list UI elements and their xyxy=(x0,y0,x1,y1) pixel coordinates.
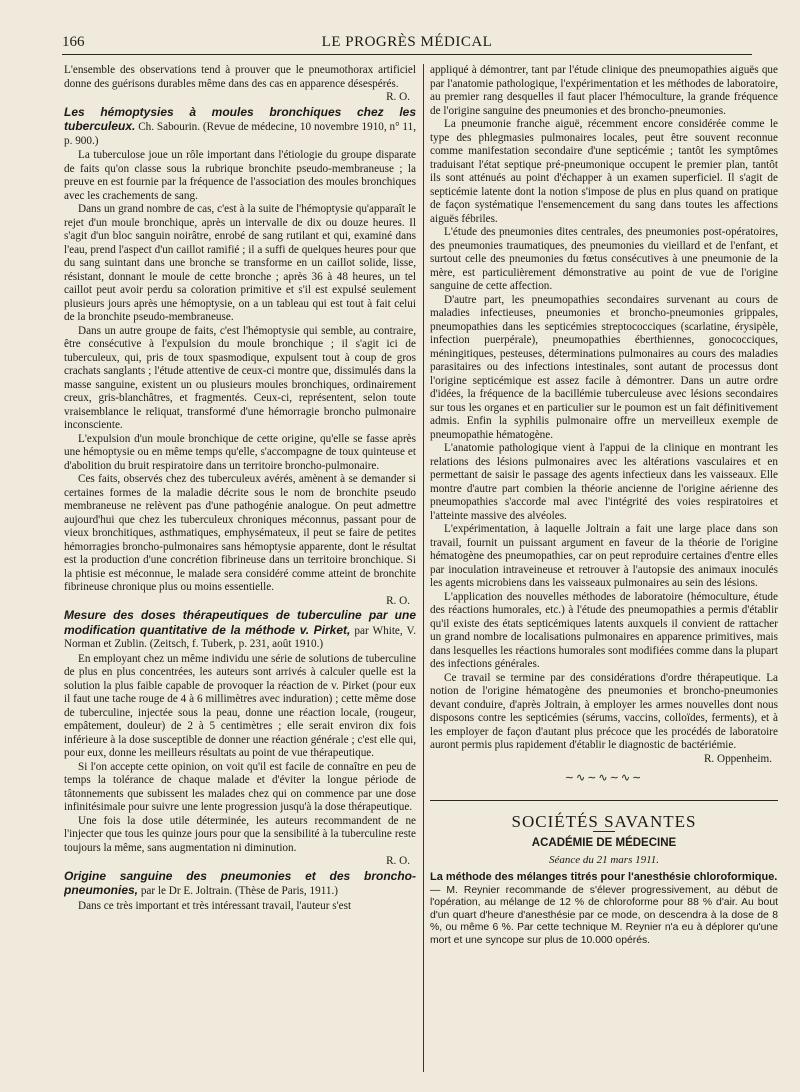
societes-section xyxy=(430,800,778,948)
paragraph: La tuberculose joue un rôle important dans l'étiologie du groupe disparate de faits qu'on classe sous la rubrique bronchite pseudo-membraneuse ; la preuve en est fournie par la fréquence de l'association des moules bronchiques avec les crachements de sang. xyxy=(64,149,416,202)
paragraph: L'anatomie pathologique vient à l'appui de la clinique en montrant les relations des lésions pulmonaires avec les altérations vasculaires et en permettant de saisir le passage des agents infectieux dans les vaisseaux. Elle montre d'autre part combien la théorie ancienne de l'origine aérienne des pneumopathies s'accorde mal avec l'intégrité des voies respiratoires et l'atteinte massive des alvéoles. xyxy=(430,442,778,522)
ornament-divider: ∼∿∼∿∼∿∼ xyxy=(564,772,644,784)
paragraph: L'ensemble des observations tend à prouver que le pneumothorax artificiel donne des guérisons durables même dans des cas en apparence désespérés. xyxy=(64,64,416,90)
paragraph: Ces faits, observés chez des tuberculeux avérés, amènent à se demander si certaines formes de la maladie décrite sous le nom de bronchite pseudo membraneuse ne relèvent pas d'une pathogénie analogue. On peut admettre aujourd'hui que chez les tuberculeux chroniques méconnus, passant pour de vieux bronchitiques, asthmatiques, emphysémateux, il peut se faire de petites hémorragies broncho-pulmonaires sans hémoptysie apparente, dont le résultat est la production d'une concrétion fibrineuse dans un territoire bronchique. Si la phtisie est méconnue, le malade sera considéré comme atteint de bronchite fibrineuse chronique plus ou moins essentielle. xyxy=(64,473,416,593)
paragraph: L'étude des pneumonies dites centrales, des pneumonies post-opératoires, des pneumonies traumatiques, des pneumonies du vieillard et de l'enfant, et surtout celle des pneumonies du fœtus consécutives à une pneumonie de la mère, est particulièrement démonstrative au point de vue de l'origine sanguine de cette affection. xyxy=(430,226,778,292)
paragraph: appliqué à démontrer, tant par l'étude clinique des pneumopathies aiguës que par l'anatomie pathologique, l'expérimentation et les méthodes de laboratoire, au premier rang desquelles il faut placer l'hémoculture, la grande fréquence de l'origine sanguine des pneumonies et des broncho-pneumonies. xyxy=(430,64,778,117)
academie-title: ACADÉMIE DE MÉDECINE xyxy=(531,837,677,849)
article-reference: par White, V. Norman et Zublin. (Zeitsch, f. Tuberk, p. 231, août 1910.) xyxy=(64,624,416,650)
paragraph: En employant chez un même individu une série de solutions de tuberculine de plus en plus concentrées, les auteurs sont arrivés à calculer quelle est la solution la plus faible capable de provoquer la réaction de v. Pirket (pour eux il faut une tache rouge de 4 à 6 millimètres avec induration) ; cette même dose de tuberculine, injectée sous la peau, donne une réaction locale, (rougeur, empâtement, douleur) de 2 à 5 centimètres ; elle serait environ dix fois inférieure à la dose susceptible de donner une réaction générale ; c'est elle qui, pour eux, donne les meilleurs résultats au point de vue thérapeutique. xyxy=(64,652,416,759)
paragraph: Dans un autre groupe de faits, c'est l'hémoptysie qui semble, au contraire, être consécutive à l'expulsion du moule bronchique ; il s'agit ici de tuberculeux, qui, pris de toux spasmodique, expulsent tout à coup de gros crachats sanglants ; l'étude attentive de ceux-ci montre que, dissimulés dans la masse sanguine, existent un ou plusieurs moules bronchiques, ordinairement creux, gris-blanchâtres, et fragmentés. Ceux-ci, représentent, selon toute vraisemblance le reliquat, transformé d'une hémorragie broncho pulmonaire inconsciente. xyxy=(64,324,416,431)
article-heading xyxy=(64,870,416,899)
article-title: Les hémoptysies à moules bronchiques chez les tuberculeux. xyxy=(64,104,416,133)
communication-heading: La méthode des mélanges titrés pour l'anesthésie chloroformique. xyxy=(430,871,778,883)
article-title: Mesure des doses thérapeutiques de tuberculine par une modification quantitative de la méthode v. Pirket, xyxy=(64,608,416,637)
paragraph: — M. Reynier recommande de s'élever progressivement, au début de l'opération, au mélange de 12 % de chloroforme pour 88 % d'air. Au bout d'un quart d'heure d'anesthésie par ce mode, on descendra à la dose de 8 %, ou même 6 %. Par cette technique M. Reynier n'a eu à déplorer qu'une mort et une syncope sur plus de 10.000 opérés. xyxy=(430,884,778,946)
title-rule xyxy=(593,831,615,832)
page-number: 166 xyxy=(62,34,85,50)
right-column xyxy=(430,64,778,1074)
section-title: SOCIÉTÉS SAVANTES xyxy=(511,811,697,831)
paragraph: La pneumonie franche aiguë, récemment encore considérée comme le type des phlegmasies pulmonaires locales, peut être souvent reconnue comme manifestation secondaire d'une septicémie ; tantôt les symptômes traduisant l'état septique pré-pneumonique occupent le premier plan, tantôt ils sont atténués au point d'échapper à un examen superficiel. Il s'agit de septicémie latente dont la notion s'impose de plus en plus quand on pratique de façon systématique l'ensemencement du sang dans toutes les affections aiguës fébriles. xyxy=(430,118,778,225)
article-heading xyxy=(64,609,416,652)
author-initials: R. O. xyxy=(386,91,410,103)
seance-date: Séance du 21 mars 1911. xyxy=(548,853,660,866)
article-heading xyxy=(64,106,416,149)
journal-title: LE PROGRÈS MÉDICAL xyxy=(321,34,493,50)
paragraph: D'autre part, les pneumopathies secondaires survenant au cours de maladies infectieuses, pneumonies et broncho-pneumonies grippales, pneumopathies dans les septicémies streptococciques (scarlatine, érysipèle, infection puerpérale), pneumopathies éberthiennes, gonococciques, méningitiques, pesteuses, déterminations pulmonaires au cours des maladies parasitaires ou des infections intestinales, sont autant de processus dont l'origine septicémique est assez facile à démontrer. Dans un autre ordre d'idées, la fréquence de la bacillémie tuberculeuse avec lésions secondaires sur tous les organes et en particulier sur le poumon est un fait définitivement admis. Enfin la syphilis pulmonaire offre un merveilleux exemple de pneumopathie hématogène. xyxy=(430,293,778,441)
running-header xyxy=(62,32,752,55)
paragraph: Une fois la dose utile déterminée, les auteurs recommandent de ne l'injecter que tous les quinze jours pour que la sensibilité à la tuberculine reste toujours la même, sans augmentation ni diminution. xyxy=(64,814,416,854)
article-title: Origine sanguine des pneumonies et des broncho-pneumonies, xyxy=(64,868,416,897)
paragraph: Dans ce très important et très intéressant travail, l'auteur s'est xyxy=(78,899,352,912)
author-initials: R. O. xyxy=(386,855,410,867)
author-signature: R. Oppenheim. xyxy=(703,752,772,765)
paragraph: Si l'on accepte cette opinion, on voit qu'il est facile de connaître en peu de temps la tolérance de chaque malade et d'éviter la longue période de tâtonnements que subissent les malades chez qui on commence par une dose infinitésimale pour suivre une lente progression jusqu'à la dose thérapeutique. xyxy=(64,760,416,813)
author-initials: R. O. xyxy=(386,594,410,607)
left-column xyxy=(64,64,416,1074)
paragraph: L'expérimentation, à laquelle Joltrain a fait une large place dans son travail, fournit un puissant argument en faveur de la théorie de l'origine hématogène des pneumopathies, car on peut reproduire certaines d'entre elles par inoculation intraveineuse et retrouver à l'autopsie des animaux inoculés les agents microbiens dans les vaisseaux pulmonaires au sein des lésions. xyxy=(430,523,778,589)
paragraph: Dans un grand nombre de cas, c'est à la suite de l'hémoptysie qu'apparaît le rejet d'un moule bronchique, après un intervalle de dix ou douze heures. Il s'agit d'un bloc sanguin noirâtre, enrobé de sang rutilant et qui, examiné dans l'eau, prend l'aspect d'un caillot ramifié ; il a suffi de quelques heures pour que du sang suintant dans une bronche se transforme en un caillot solide, lisse, résistant, donnant le moule de cette bronche ; après 36 à 48 heures, un tel caillot peut avoir perdu sa coloration primitive et s'il est expulsé seulement plusieurs jours après une hémoptysie, on a un tableau qui est tout à fait celui de la bronchite pseudo-membraneuse. xyxy=(64,203,416,323)
paragraph: L'expulsion d'un moule bronchique de cette origine, qu'elle se fasse après une hémoptysie ou en même temps qu'elle, s'accompagne de toux quinteuse et d'abolition du bruit respiratoire dans un territoire broncho-pulmonaire. xyxy=(64,432,416,472)
paragraph: Ce travail se termine par des considérations d'ordre thérapeutique. La notion de l'origine hématogène des pneumonies et broncho-pneumonies devant conduire, d'après Joltrain, à employer les armes nouvelles dont nous disposons contre les septicémies (sérums, vaccins, colloïdes, ferments), et à les employer de façon d'autant plus précoce que les procédés de laboratoire auront permis plus rapidement d'établir le diagnostic de bactériémie. xyxy=(430,671,778,751)
article-reference: Ch. Sabourin. (Revue de médecine, 10 novembre 1910, n° 11, p. 900.) xyxy=(64,121,416,147)
paragraph: L'application des nouvelles méthodes de laboratoire (hémoculture, étude des réactions humorales, etc.) à l'étude des pneumopathies a permis d'établir qu'il existe des états septicémiques latents auxquels il convient de rattacher un grand nombre de localisations pulmonaires en apparence primitives, mais dans lesquelles les réactions humorales sont modifiées comme dans la plupart des infections générales. xyxy=(430,590,778,670)
column-divider xyxy=(423,64,424,1072)
article-reference: par le Dr E. Joltrain. (Thèse de Paris, 1911.) xyxy=(138,885,338,897)
